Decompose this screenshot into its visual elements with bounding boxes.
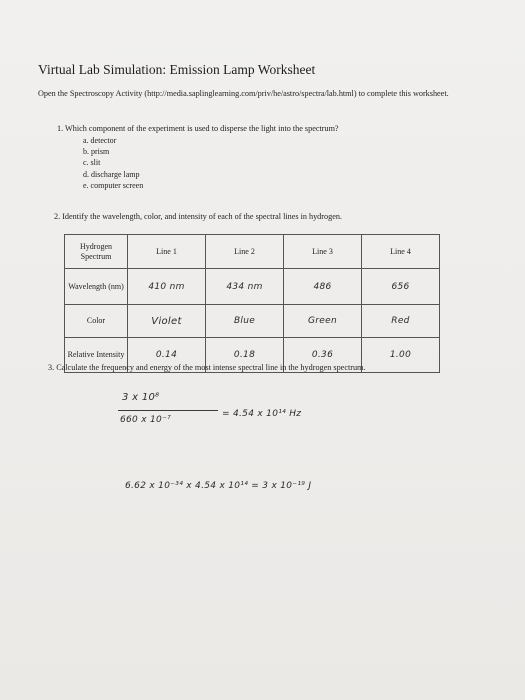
color-line-4: Red <box>362 305 440 338</box>
wavelength-line-2: 434 nm <box>206 269 284 305</box>
fraction-bar <box>118 410 218 411</box>
header-line-2: Line 2 <box>206 235 284 269</box>
option-d: d. discharge lamp <box>83 169 140 179</box>
option-e: e. computer screen <box>83 180 144 190</box>
intro-text: Open the Spectroscopy Activity (http://media.saplinglearning.com/priv/he/astro/spectra/lab.html) to complete this worksheet. <box>38 89 449 98</box>
row-label-intensity: Relative Intensity <box>65 338 128 373</box>
question-3: 3. Calculate the frequency and energy of the most intense spectral line in the hydrogen spectrum. <box>48 363 366 372</box>
equals-sign: = <box>222 409 230 419</box>
question-2: 2. Identify the wavelength, color, and intensity of each of the spectral lines in hydrogen. <box>54 212 342 221</box>
color-line-3: Green <box>284 305 362 338</box>
frequency-result: 4.54 x 10¹⁴ Hz <box>233 409 302 419</box>
header-line-3: Line 3 <box>284 235 362 269</box>
table-row <box>65 269 440 305</box>
fraction-denominator: 660 x 10⁻⁷ <box>120 415 172 425</box>
color-line-2: Blue <box>206 305 284 338</box>
wavelength-line-1: 410 nm <box>128 269 206 305</box>
worksheet-title: Virtual Lab Simulation: Emission Lamp Worksheet <box>38 62 316 77</box>
table-corner-cell: Hydrogen Spectrum <box>65 235 128 269</box>
question-1-options <box>83 135 143 191</box>
hydrogen-spectrum-table <box>64 234 440 373</box>
header-line-4: Line 4 <box>362 235 440 269</box>
color-line-1: Violet <box>128 305 206 338</box>
option-b: b. prism <box>83 147 110 157</box>
energy-calculation: 6.62 x 10⁻³⁴ x 4.54 x 10¹⁴ = 3 x 10⁻¹⁹ J <box>125 481 312 491</box>
intensity-line-2: 0.18 <box>206 338 284 373</box>
header-line-1: Line 1 <box>128 235 206 269</box>
option-a: a. detector <box>83 136 117 145</box>
intensity-line-4: 1.00 <box>362 338 440 373</box>
table-header-row <box>65 235 440 269</box>
frequency-fraction <box>92 392 212 434</box>
intensity-line-1: 0.14 <box>128 338 206 373</box>
table-row <box>65 305 440 338</box>
wavelength-line-4: 656 <box>362 269 440 305</box>
option-c: c. slit <box>83 158 101 168</box>
row-label-color: Color <box>65 305 128 338</box>
fraction-numerator: 3 x 10⁸ <box>122 392 160 403</box>
intensity-line-3: 0.36 <box>284 338 362 373</box>
row-label-wavelength: Wavelength (nm) <box>65 269 128 305</box>
wavelength-line-3: 486 <box>284 269 362 305</box>
question-1: 1. Which component of the experiment is used to disperse the light into the spectrum? <box>57 124 339 133</box>
